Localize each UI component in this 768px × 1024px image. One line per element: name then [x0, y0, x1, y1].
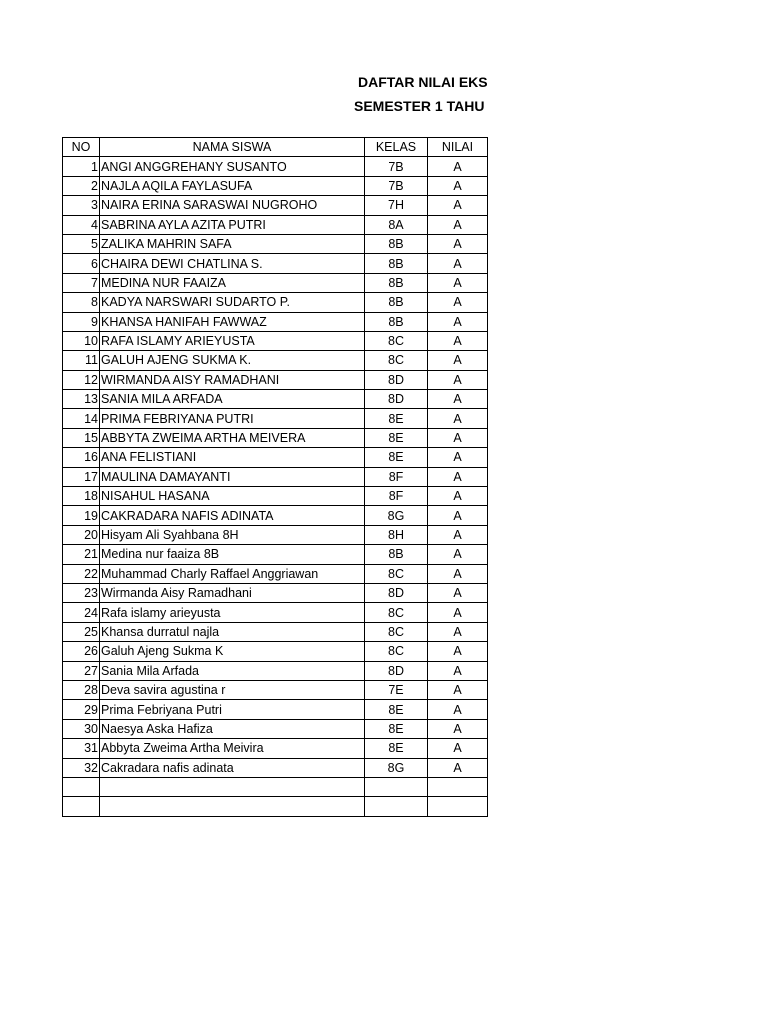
- cell-name: SABRINA AYLA AZITA PUTRI: [100, 215, 365, 234]
- cell-nilai: A: [428, 215, 488, 234]
- cell-name: ABBYTA ZWEIMA ARTHA MEIVERA: [100, 428, 365, 447]
- cell-kelas: 8F: [365, 467, 428, 486]
- cell-nilai: A: [428, 661, 488, 680]
- cell-kelas: 8B: [365, 545, 428, 564]
- cell-name: NISAHUL HASANA: [100, 487, 365, 506]
- cell-nilai: [428, 797, 488, 816]
- table-row: [63, 700, 488, 719]
- cell-name: Wirmanda Aisy Ramadhani: [100, 583, 365, 602]
- table-body: [63, 157, 488, 816]
- cell-no: 31: [63, 739, 100, 758]
- cell-kelas: 8C: [365, 331, 428, 350]
- cell-no: 24: [63, 603, 100, 622]
- cell-name: Deva savira agustina r: [100, 680, 365, 699]
- cell-no: 19: [63, 506, 100, 525]
- table-row: [63, 758, 488, 777]
- cell-kelas: 8D: [365, 583, 428, 602]
- cell-no: 11: [63, 351, 100, 370]
- cell-kelas: 8F: [365, 487, 428, 506]
- cell-nilai: A: [428, 525, 488, 544]
- header-no: NO: [63, 138, 100, 157]
- table-row: [63, 234, 488, 253]
- cell-name: PRIMA FEBRIYANA PUTRI: [100, 409, 365, 428]
- cell-kelas: 8H: [365, 525, 428, 544]
- cell-nilai: A: [428, 370, 488, 389]
- table-row: [63, 176, 488, 195]
- table-row: [63, 293, 488, 312]
- cell-no: 2: [63, 176, 100, 195]
- cell-name: NAIRA ERINA SARASWAI NUGROHO: [100, 196, 365, 215]
- cell-name: ZALIKA MAHRIN SAFA: [100, 234, 365, 253]
- cell-nilai: A: [428, 390, 488, 409]
- cell-kelas: 7B: [365, 157, 428, 176]
- cell-no: 14: [63, 409, 100, 428]
- cell-nilai: A: [428, 564, 488, 583]
- cell-name: Naesya Aska Hafiza: [100, 719, 365, 738]
- cell-nilai: A: [428, 700, 488, 719]
- table-row: [63, 196, 488, 215]
- cell-nilai: A: [428, 234, 488, 253]
- cell-kelas: 8C: [365, 642, 428, 661]
- cell-nilai: A: [428, 176, 488, 195]
- cell-nilai: A: [428, 273, 488, 292]
- cell-kelas: 8B: [365, 312, 428, 331]
- cell-nilai: A: [428, 157, 488, 176]
- table-row: [63, 448, 488, 467]
- cell-no: 17: [63, 467, 100, 486]
- cell-name: RAFA ISLAMY ARIEYUSTA: [100, 331, 365, 350]
- table-row: [63, 273, 488, 292]
- table-row: [63, 603, 488, 622]
- table-row: [63, 331, 488, 350]
- cell-name: CAKRADARA NAFIS ADINATA: [100, 506, 365, 525]
- cell-kelas: 8G: [365, 758, 428, 777]
- cell-kelas: 7H: [365, 196, 428, 215]
- table-row: [63, 797, 488, 816]
- table-row: [63, 215, 488, 234]
- cell-kelas: 8D: [365, 661, 428, 680]
- table-row: [63, 351, 488, 370]
- cell-nilai: A: [428, 448, 488, 467]
- cell-name: Khansa durratul najla: [100, 622, 365, 641]
- cell-nilai: A: [428, 719, 488, 738]
- table-row: [63, 583, 488, 602]
- cell-kelas: 7E: [365, 680, 428, 699]
- table-row: [63, 506, 488, 525]
- table-row: [63, 680, 488, 699]
- cell-kelas: 8E: [365, 700, 428, 719]
- table-row: [63, 622, 488, 641]
- cell-name: [100, 777, 365, 796]
- table-row: [63, 564, 488, 583]
- cell-no: 26: [63, 642, 100, 661]
- cell-name: Sania Mila Arfada: [100, 661, 365, 680]
- cell-no: 25: [63, 622, 100, 641]
- cell-no: 30: [63, 719, 100, 738]
- cell-nilai: A: [428, 196, 488, 215]
- cell-nilai: A: [428, 739, 488, 758]
- header-nilai: NILAI: [428, 138, 488, 157]
- cell-kelas: 8E: [365, 739, 428, 758]
- document-title-line-1: DAFTAR NILAI EKS: [358, 74, 488, 90]
- cell-name: MEDINA NUR FAAIZA: [100, 273, 365, 292]
- cell-nilai: [428, 777, 488, 796]
- cell-kelas: 8B: [365, 234, 428, 253]
- cell-nilai: A: [428, 545, 488, 564]
- cell-no: 18: [63, 487, 100, 506]
- cell-no: 15: [63, 428, 100, 447]
- cell-kelas: 8E: [365, 409, 428, 428]
- cell-no: 10: [63, 331, 100, 350]
- cell-kelas: 8B: [365, 254, 428, 273]
- cell-no: [63, 797, 100, 816]
- table-row: [63, 661, 488, 680]
- cell-no: 27: [63, 661, 100, 680]
- cell-nilai: A: [428, 293, 488, 312]
- table-row: [63, 370, 488, 389]
- cell-kelas: 8C: [365, 622, 428, 641]
- cell-name: Hisyam Ali Syahbana 8H: [100, 525, 365, 544]
- cell-no: 7: [63, 273, 100, 292]
- cell-name: Galuh Ajeng Sukma K: [100, 642, 365, 661]
- table-row: [63, 467, 488, 486]
- cell-nilai: A: [428, 642, 488, 661]
- cell-no: 13: [63, 390, 100, 409]
- cell-name: NAJLA AQILA FAYLASUFA: [100, 176, 365, 195]
- cell-name: SANIA MILA ARFADA: [100, 390, 365, 409]
- table-row: [63, 312, 488, 331]
- cell-no: 4: [63, 215, 100, 234]
- cell-kelas: 8D: [365, 390, 428, 409]
- cell-no: 1: [63, 157, 100, 176]
- cell-kelas: 8E: [365, 428, 428, 447]
- table-row: [63, 777, 488, 796]
- cell-no: 8: [63, 293, 100, 312]
- cell-nilai: A: [428, 603, 488, 622]
- cell-no: 22: [63, 564, 100, 583]
- cell-kelas: 7B: [365, 176, 428, 195]
- cell-name: Muhammad Charly Raffael Anggriawan: [100, 564, 365, 583]
- header-name: NAMA SISWA: [100, 138, 365, 157]
- cell-kelas: 8B: [365, 293, 428, 312]
- cell-nilai: A: [428, 254, 488, 273]
- cell-name: Prima Febriyana Putri: [100, 700, 365, 719]
- cell-kelas: 8B: [365, 273, 428, 292]
- cell-name: ANA FELISTIANI: [100, 448, 365, 467]
- cell-name: Cakradara nafis adinata: [100, 758, 365, 777]
- cell-no: 23: [63, 583, 100, 602]
- cell-no: 5: [63, 234, 100, 253]
- cell-name: KADYA NARSWARI SUDARTO P.: [100, 293, 365, 312]
- table-row: [63, 525, 488, 544]
- cell-kelas: 8C: [365, 351, 428, 370]
- cell-name: MAULINA DAMAYANTI: [100, 467, 365, 486]
- cell-nilai: A: [428, 758, 488, 777]
- cell-nilai: A: [428, 428, 488, 447]
- cell-no: 28: [63, 680, 100, 699]
- cell-nilai: A: [428, 506, 488, 525]
- cell-name: Medina nur faaiza 8B: [100, 545, 365, 564]
- cell-nilai: A: [428, 331, 488, 350]
- cell-no: 16: [63, 448, 100, 467]
- cell-nilai: A: [428, 351, 488, 370]
- cell-no: 3: [63, 196, 100, 215]
- cell-no: 6: [63, 254, 100, 273]
- cell-nilai: A: [428, 622, 488, 641]
- cell-no: 32: [63, 758, 100, 777]
- cell-no: 12: [63, 370, 100, 389]
- cell-kelas: 8G: [365, 506, 428, 525]
- cell-kelas: 8A: [365, 215, 428, 234]
- cell-kelas: 8D: [365, 370, 428, 389]
- cell-name: CHAIRA DEWI CHATLINA S.: [100, 254, 365, 273]
- cell-nilai: A: [428, 680, 488, 699]
- table-row: [63, 545, 488, 564]
- cell-kelas: 8E: [365, 448, 428, 467]
- table-row: [63, 719, 488, 738]
- cell-kelas: 8E: [365, 719, 428, 738]
- cell-name: Rafa islamy arieyusta: [100, 603, 365, 622]
- table-row: [63, 739, 488, 758]
- grade-table: [62, 137, 488, 817]
- cell-nilai: A: [428, 487, 488, 506]
- cell-nilai: A: [428, 312, 488, 331]
- cell-kelas: 8C: [365, 603, 428, 622]
- cell-no: 29: [63, 700, 100, 719]
- cell-no: 21: [63, 545, 100, 564]
- cell-kelas: [365, 777, 428, 796]
- cell-name: Abbyta Zweima Artha Meivira: [100, 739, 365, 758]
- table-row: [63, 390, 488, 409]
- table-row: [63, 254, 488, 273]
- table-header-row: [63, 138, 488, 157]
- cell-name: WIRMANDA AISY RAMADHANI: [100, 370, 365, 389]
- header-kelas: KELAS: [365, 138, 428, 157]
- cell-name: GALUH AJENG SUKMA K.: [100, 351, 365, 370]
- cell-nilai: A: [428, 583, 488, 602]
- cell-kelas: [365, 797, 428, 816]
- cell-no: 20: [63, 525, 100, 544]
- cell-no: [63, 777, 100, 796]
- table-row: [63, 487, 488, 506]
- table-row: [63, 157, 488, 176]
- document-title-line-2: SEMESTER 1 TAHU: [354, 98, 485, 114]
- cell-nilai: A: [428, 467, 488, 486]
- cell-name: KHANSA HANIFAH FAWWAZ: [100, 312, 365, 331]
- table-row: [63, 409, 488, 428]
- table-row: [63, 642, 488, 661]
- cell-no: 9: [63, 312, 100, 331]
- cell-name: [100, 797, 365, 816]
- table-row: [63, 428, 488, 447]
- cell-kelas: 8C: [365, 564, 428, 583]
- cell-nilai: A: [428, 409, 488, 428]
- cell-name: ANGI ANGGREHANY SUSANTO: [100, 157, 365, 176]
